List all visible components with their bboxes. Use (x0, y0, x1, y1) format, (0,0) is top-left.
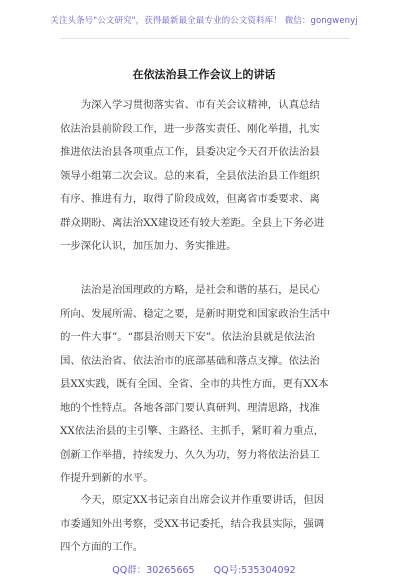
text-line: 所向、发展所需、稳定之要，是新时期党和国家政治生活中 (60, 307, 331, 320)
text-line: 创新工作举措，持续发力、久久为功，努力将依法治县工 (60, 448, 320, 461)
footer-qq-group: QQ群：30265665 (112, 565, 195, 576)
document-title: 在依法治县工作会议上的讲话 (132, 68, 276, 81)
footer-qq-number: QQ号:535304092 (213, 565, 296, 576)
text-line: 有序、推进有力，取得了阶段成效，但离省市委要求、离 (60, 193, 320, 205)
text-line: 今天，原定XX书记亲自出席会议并作重要讲话，但因 (60, 494, 325, 506)
page-header: 关注头条号"公文研究"，获得最新最全最专业的公文资料库！ 微信：gongwenyj (50, 16, 358, 26)
text-line: 县XX实践，既有全国、全省、全市的共性方面，更有XX本 (60, 378, 329, 390)
text-line: 市委通知外出考察，受XX书记委托，结合我县实际，强调 (60, 517, 325, 530)
text-line: 四个方面的工作。 (60, 541, 144, 553)
paragraph-2 (60, 279, 350, 491)
text-line: 法治是治国理政的方略，是社会和谐的基石，是民心 (60, 284, 320, 296)
text-line: 地的个性特点。各地各部门要认真研判、理清思路，找准 (60, 401, 320, 414)
text-line: 为深入学习贯彻落实省、市有关会议精神，认真总结 (60, 99, 320, 111)
text-line: 一步深化认识，加压加力、务实推进。 (60, 240, 237, 252)
text-line: 群众期盼、离法治XX建设还有较大差距。全县上下务必进 (60, 216, 325, 229)
text-line: 依法治县前阶段工作，进一步落实责任、刚化举措，扎实 (60, 122, 320, 135)
text-line: 国、依法治省、依法治市的底部基础和落点支撑。依法治 (60, 354, 320, 367)
text-line: 的一件大事”。“郡县治则天下安”。依法治县就是依法治 (60, 331, 315, 343)
text-line: XX依法治县的主引擎、主路径、主抓手，紧盯着力重点， (60, 425, 325, 437)
header-divider (60, 38, 350, 39)
text-line: 作提升到新的水平。 (60, 472, 154, 484)
page-footer (0, 562, 408, 576)
paragraph-1 (60, 94, 350, 259)
text-line: 推进依法治县各项重点工作，县委决定今天召开依法治县 (60, 146, 320, 158)
text-line: 领导小组第二次会议。总的来看，全县依法治县工作组织 (60, 169, 320, 182)
paragraph-3 (60, 489, 350, 560)
